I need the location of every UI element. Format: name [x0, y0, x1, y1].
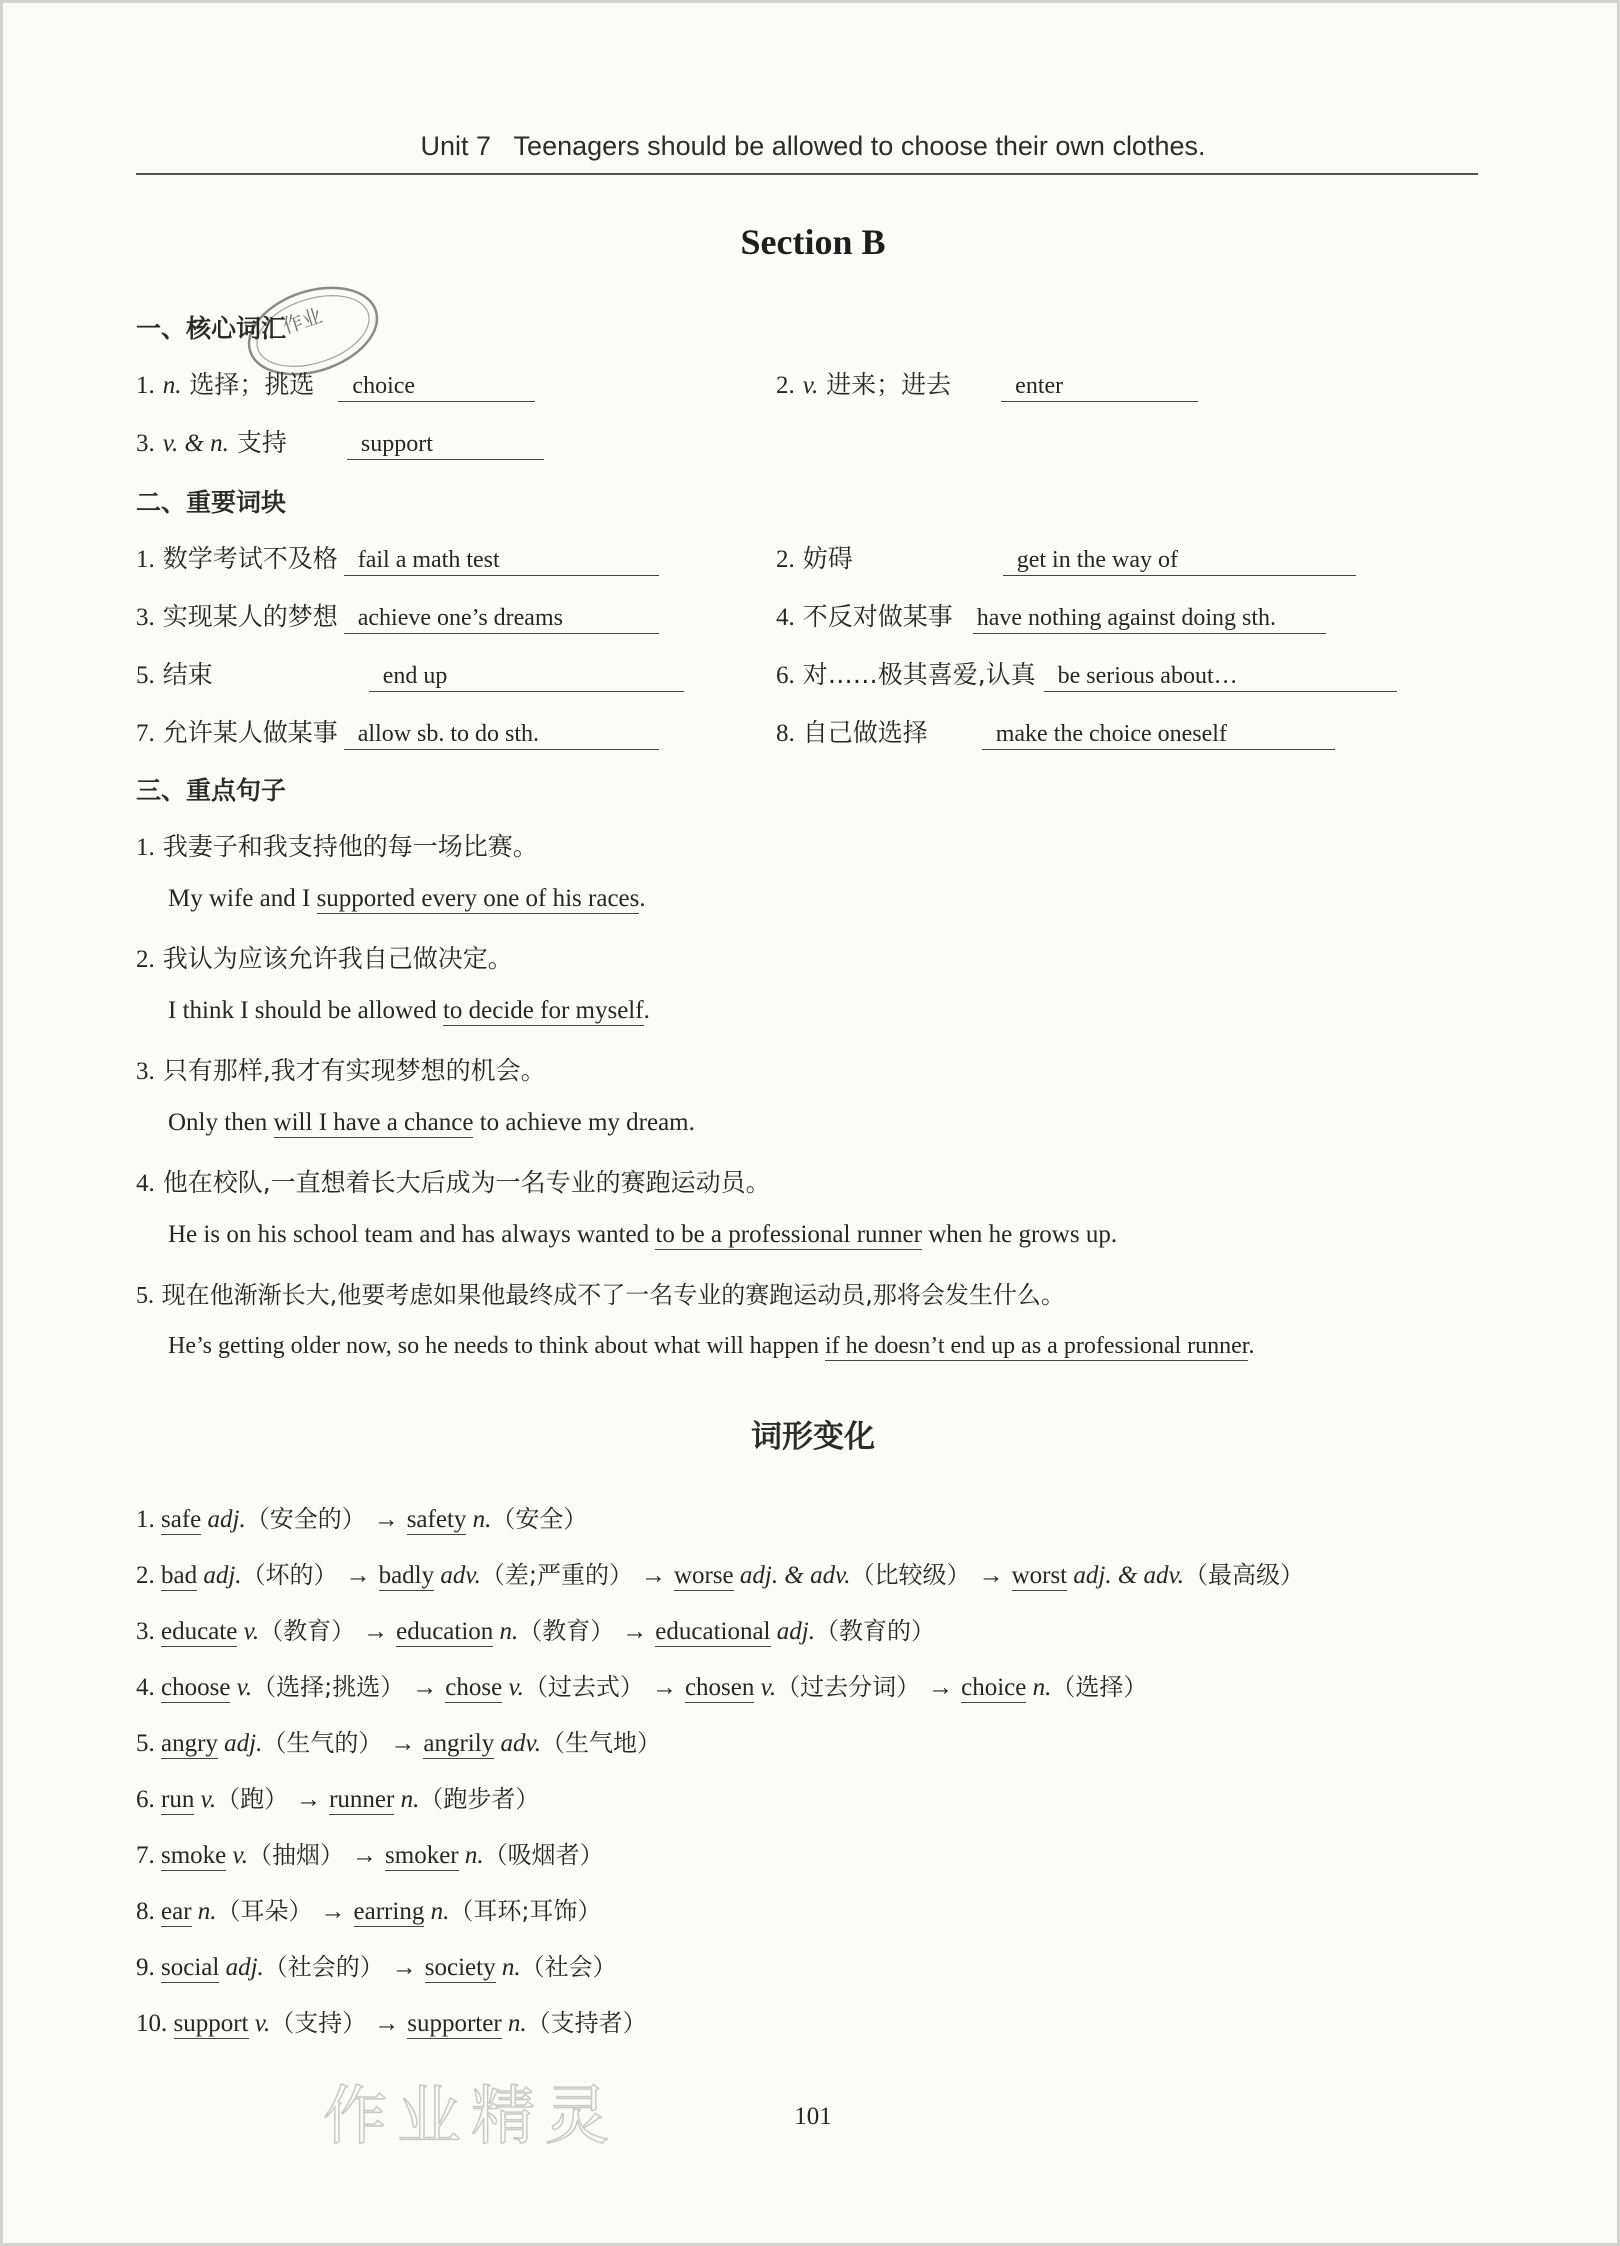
word-form-row	[136, 1723, 661, 1758]
word-form-row	[136, 1667, 1147, 1702]
arrow-icon: →	[296, 1786, 322, 1813]
phrase-item-7: 7. 允许某人做某事 allow sb. to do sth.	[136, 713, 659, 750]
word-form-answer: choose	[161, 1674, 231, 1701]
word-form-answer: ear	[161, 1898, 192, 1925]
answer-blank: allow sb. to do sth.	[344, 721, 659, 750]
word-form-meaning: （过去分词）	[776, 1673, 921, 1701]
vocab-item-2: 2. v. 进来；进去 enter	[776, 365, 1198, 402]
arrow-icon: →	[345, 1562, 371, 1589]
word-form-answer: safe	[161, 1506, 202, 1533]
arrow-icon: →	[928, 1674, 954, 1701]
word-form-meaning: （差;严重的）	[480, 1561, 633, 1589]
word-form-answer: angrily	[423, 1730, 495, 1757]
answer-blank: achieve one’s dreams	[344, 605, 659, 634]
header-rule	[136, 173, 1478, 175]
core-vocab-heading: 一、核心词汇	[136, 314, 287, 343]
arrow-icon: →	[390, 1730, 416, 1757]
answer-blank: make the choice oneself	[982, 721, 1335, 750]
answer-blank: support	[347, 431, 544, 460]
word-form-row	[136, 1835, 604, 1870]
word-form-number: 10.	[136, 2010, 168, 2037]
word-form-answer: smoker	[385, 1842, 459, 1869]
answer-underline: will I have a chance	[273, 1109, 474, 1136]
sentence-5-cn: 5. 现在他渐渐长大,他要考虑如果他最终成不了一名专业的赛跑运动员,那将会发生什么。	[136, 1281, 1065, 1309]
word-form-answer: support	[173, 2010, 249, 2037]
word-form-meaning: （教育）	[259, 1617, 356, 1645]
word-form-answer: social	[161, 1954, 220, 1981]
part-of-speech: n.	[472, 1506, 492, 1533]
sentence-2-en: I think I should be allowed to decide for myself.	[168, 997, 650, 1024]
word-form-meaning: （教育的）	[814, 1617, 935, 1645]
word-form-meaning: （跑步者）	[419, 1785, 540, 1813]
word-form-meaning: （选择）	[1051, 1673, 1148, 1701]
word-form-meaning: （选择;挑选）	[252, 1673, 405, 1701]
phrases-heading: 二、重要词块	[136, 488, 287, 517]
word-form-row	[136, 1499, 587, 1534]
word-form-answer: choice	[961, 1674, 1027, 1701]
word-form-number: 8.	[136, 1898, 155, 1925]
unit-title: Teenagers should be allowed to choose their own clothes.	[513, 131, 1206, 161]
word-form-row	[136, 1947, 617, 1982]
vocab-item-1: 1. n. 选择；挑选 choice	[136, 365, 535, 402]
part-of-speech: adv.	[440, 1562, 481, 1589]
word-form-meaning: （过去式）	[523, 1673, 644, 1701]
section-title: Section B	[740, 222, 886, 262]
part-of-speech: adj.	[225, 1954, 264, 1981]
unit-label: Unit 7	[420, 131, 492, 161]
word-form-answer: run	[161, 1786, 195, 1813]
arrow-icon: →	[412, 1674, 438, 1701]
part-of-speech: v.	[760, 1674, 777, 1701]
sentence-4-cn: 4. 他在校队,一直想着长大后成为一名专业的赛跑运动员。	[136, 1168, 771, 1197]
arrow-icon: →	[373, 1506, 399, 1533]
answer-underline: to decide for myself	[442, 997, 644, 1024]
word-form-meaning: （生气地）	[540, 1729, 661, 1757]
word-form-meaning: （社会的）	[263, 1953, 384, 1981]
word-form-meaning: （安全）	[491, 1505, 588, 1533]
word-form-meaning: （社会）	[520, 1953, 617, 1981]
word-forms-heading: 词形变化	[751, 1419, 875, 1455]
arrow-icon: →	[622, 1618, 648, 1645]
word-form-meaning: （支持者）	[526, 2009, 647, 2037]
word-form-answer: worse	[673, 1562, 734, 1589]
word-form-number: 1.	[136, 1506, 155, 1533]
word-form-number: 7.	[136, 1842, 155, 1869]
word-form-answer: chose	[445, 1674, 503, 1701]
word-form-answer: angry	[161, 1730, 218, 1757]
phrase-item-2: 2. 妨碍 get in the way of	[776, 539, 1356, 576]
word-form-answer: smoke	[161, 1842, 227, 1869]
word-form-number: 4.	[136, 1674, 155, 1701]
arrow-icon: →	[391, 1954, 417, 1981]
phrase-item-1: 1. 数学考试不及格 fail a math test	[136, 539, 659, 576]
svg-text:作业: 作业	[279, 303, 326, 339]
phrase-item-8: 8. 自己做选择 make the choice oneself	[776, 713, 1335, 750]
phrase-item-4: 4. 不反对做某事 have nothing against doing sth.	[776, 597, 1326, 634]
word-form-answer: safety	[406, 1506, 467, 1533]
word-form-answer: education	[396, 1618, 494, 1645]
part-of-speech: v.	[243, 1618, 260, 1645]
answer-underline: if he doesn’t end up as a professional runner	[825, 1333, 1249, 1359]
part-of-speech: adj.	[203, 1562, 242, 1589]
arrow-icon: →	[363, 1618, 389, 1645]
sentence-3-en: Only then will I have a chance to achieve my dream.	[168, 1109, 695, 1136]
arrow-icon: →	[978, 1562, 1004, 1589]
part-of-speech: v.	[200, 1786, 217, 1813]
answer-blank: end up	[369, 663, 684, 692]
word-form-answer: educate	[161, 1618, 238, 1645]
arrow-icon: →	[640, 1562, 666, 1589]
word-form-meaning: （最高级）	[1184, 1561, 1305, 1589]
watermark: 作业精灵	[323, 2080, 619, 2154]
word-form-number: 2.	[136, 1562, 155, 1589]
part-of-speech: n.	[197, 1898, 217, 1925]
word-form-row	[136, 1611, 935, 1646]
word-form-meaning: （生气的）	[262, 1729, 383, 1757]
answer-blank: choice	[338, 373, 535, 402]
part-of-speech: v.	[236, 1674, 253, 1701]
sentence-2-cn: 2. 我认为应该允许我自己做决定。	[136, 944, 513, 973]
word-form-meaning: （坏的）	[241, 1561, 338, 1589]
part-of-speech: n.	[501, 1954, 521, 1981]
answer-underline: to be a professional runner	[655, 1221, 922, 1248]
unit-header	[3, 131, 1620, 162]
word-form-answer: runner	[329, 1786, 395, 1813]
part-of-speech: adj.	[207, 1506, 246, 1533]
arrow-icon: →	[651, 1674, 677, 1701]
word-form-number: 5.	[136, 1730, 155, 1757]
sentence-4-en: He is on his school team and has always wanted to be a professional runner when he grows up.	[168, 1221, 1118, 1248]
sentence-1-cn: 1. 我妻子和我支持他的每一场比赛。	[136, 832, 538, 861]
word-form-meaning: （跑）	[216, 1785, 289, 1813]
word-form-row	[136, 1555, 1304, 1590]
part-of-speech: n.	[430, 1898, 450, 1925]
answer-underline: supported every one of his races	[316, 885, 640, 912]
sentences-heading: 三、重点句子	[136, 776, 287, 805]
page-number: 101	[794, 2103, 832, 2130]
part-of-speech: n.	[464, 1842, 484, 1869]
arrow-icon: →	[352, 1842, 378, 1869]
part-of-speech: v.	[254, 2010, 271, 2037]
word-form-row	[136, 2003, 647, 2038]
part-of-speech: n.	[499, 1618, 519, 1645]
answer-blank: fail a math test	[344, 547, 659, 576]
answer-blank: have nothing against doing sth.	[973, 605, 1326, 634]
answer-blank: be serious about…	[1044, 663, 1397, 692]
word-form-answer: bad	[161, 1562, 198, 1589]
phrase-item-6: 6. 对……极其喜爱,认真 be serious about…	[776, 655, 1397, 692]
word-form-answer: worst	[1011, 1562, 1068, 1589]
word-form-meaning: （教育）	[518, 1617, 615, 1645]
answer-blank: get in the way of	[1003, 547, 1356, 576]
phrase-item-5: 5. 结束 end up	[136, 655, 684, 692]
word-form-meaning: （支持）	[270, 2009, 367, 2037]
word-form-answer: supporter	[407, 2010, 502, 2037]
part-of-speech: n.	[1032, 1674, 1052, 1701]
word-form-answer: society	[424, 1954, 496, 1981]
part-of-speech: v.	[508, 1674, 524, 1701]
part-of-speech: n.	[400, 1786, 420, 1813]
part-of-speech: adj.	[224, 1730, 263, 1757]
word-form-number: 6.	[136, 1786, 155, 1813]
word-form-row	[136, 1779, 539, 1814]
part-of-speech: adj.	[776, 1618, 815, 1645]
word-form-meaning: （比较级）	[850, 1561, 971, 1589]
word-form-row	[136, 1891, 601, 1926]
arrow-icon: →	[374, 2010, 400, 2037]
word-form-meaning: （安全的）	[245, 1505, 366, 1533]
part-of-speech: adj. & adv.	[1073, 1562, 1185, 1589]
word-form-number: 9.	[136, 1954, 155, 1981]
part-of-speech: n.	[507, 2010, 527, 2037]
phrase-item-3: 3. 实现某人的梦想 achieve one’s dreams	[136, 597, 659, 634]
vocab-item-3: 3. v. & n. 支持 support	[136, 423, 544, 460]
word-form-meaning: （耳环;耳饰）	[449, 1897, 602, 1925]
part-of-speech: v.	[232, 1842, 249, 1869]
answer-blank: enter	[1001, 373, 1198, 402]
word-form-answer: chosen	[684, 1674, 755, 1701]
word-form-answer: badly	[378, 1562, 435, 1589]
arrow-icon: →	[320, 1898, 346, 1925]
part-of-speech: adj. & adv.	[739, 1562, 851, 1589]
word-form-number: 3.	[136, 1618, 155, 1645]
word-form-meaning: （抽烟）	[248, 1841, 345, 1869]
word-form-answer: educational	[655, 1618, 771, 1645]
sentence-5-en: He’s getting older now, so he needs to think about what will happen if he doesn’t end up as a professional runner.	[168, 1333, 1255, 1359]
sentence-1-en: My wife and I supported every one of his races.	[168, 885, 646, 912]
part-of-speech: adv.	[500, 1730, 541, 1757]
word-form-answer: earring	[353, 1898, 425, 1925]
word-form-meaning: （耳朵）	[216, 1897, 313, 1925]
sentence-3-cn: 3. 只有那样,我才有实现梦想的机会。	[136, 1056, 546, 1085]
word-form-meaning: （吸烟者）	[483, 1841, 604, 1869]
